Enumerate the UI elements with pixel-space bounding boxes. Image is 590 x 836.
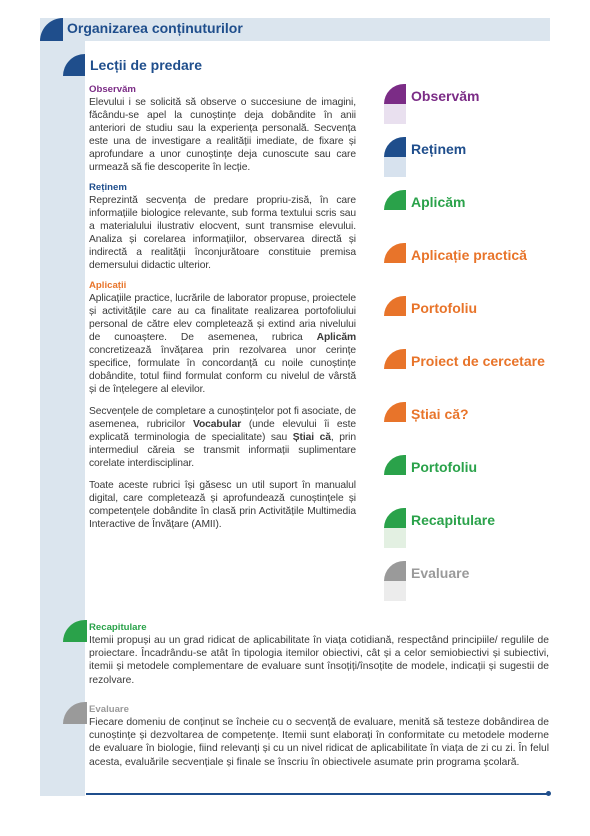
aplicatii-heading: Aplicații xyxy=(89,280,127,291)
rubric-label: Reținem xyxy=(411,141,467,157)
rubric-legend xyxy=(384,82,554,612)
retinem-heading: Reținem xyxy=(89,182,127,193)
bottom-rule xyxy=(86,793,550,795)
rubric-label: Portofoliu xyxy=(411,459,478,475)
rubric-marker-icon xyxy=(384,402,406,422)
rubric-marker-icon xyxy=(384,561,406,581)
rubric-retinem xyxy=(384,135,554,188)
aplicatii-paragraph-3: Toate aceste rubrici își găsesc un util suport în manualul digital, care completează și aprofundează cunoștințele și competențele dobândite în clasă prin Activitățile Multimedia Interactive de Învățare (AMII). xyxy=(89,480,356,530)
bottom-rule-dot xyxy=(546,791,551,796)
lesson-text-column xyxy=(89,84,356,534)
left-margin-band xyxy=(40,20,85,796)
section-title: Lecții de predare xyxy=(90,57,203,73)
rubric-label: Aplicație practică xyxy=(411,247,527,263)
recapitulare-block xyxy=(89,622,549,687)
rubric-marker-block xyxy=(384,157,406,177)
rubric-portofoliu-green xyxy=(384,453,554,506)
observam-heading: Observăm xyxy=(89,84,136,95)
rubric-aplicam xyxy=(384,188,554,241)
recapitulare-heading: Recapitulare xyxy=(89,622,147,633)
rubric-evaluare xyxy=(384,559,554,612)
rubric-label: Proiect de cercetare xyxy=(411,353,545,369)
evaluare-text: Fiecare domeniu de conținut se încheie cu o secvență de evaluare, menită să testeze dobândirea de cunoștințe și dezvoltarea de competențe. Itemii sunt elaborați în conformitate cu metodele moderne de evaluare în biologie, fiind relevanți și cu un nivel ridicat de aplicabilitate în viața de zi cu zi. În felul acesta, evaluările secvențiale și finale se înscriu în obiectivele asumate prin programa școlară. xyxy=(89,717,549,768)
rubric-marker-block xyxy=(384,104,406,124)
rubric-proiect-de-cercetare xyxy=(384,347,554,400)
rubric-marker-block xyxy=(384,581,406,601)
rubric-marker-block xyxy=(384,528,406,548)
rubric-label: Observăm xyxy=(411,88,480,104)
rubric-observam xyxy=(384,82,554,135)
rubric-marker-icon xyxy=(384,243,406,263)
rubric-marker-icon xyxy=(384,296,406,316)
rubric-label: Evaluare xyxy=(411,565,470,581)
rubric-label: Portofoliu xyxy=(411,300,478,316)
aplicatii-paragraph-2: Secvențele de completare a cunoștințelor pot fi asociate, de asemenea, rubricilor Vocabular (unde elevului îi este explicată terminologia de specialitate) sau Știai că, prin intermediul căreia se transmit informații suplimentare corelate interdisciplinar. xyxy=(89,406,356,469)
rubric-marker-icon xyxy=(384,349,406,369)
rubric-marker-icon xyxy=(384,137,406,157)
evaluare-heading: Evaluare xyxy=(89,704,130,715)
rubric-portofoliu-orange xyxy=(384,294,554,347)
rubric-recapitulare xyxy=(384,506,554,559)
rubric-marker-icon xyxy=(384,508,406,528)
rubric-label: Recapitulare xyxy=(411,512,496,528)
recapitulare-text: Itemii propuși au un grad ridicat de aplicabilitate în viața cotidiană, respectând principiile/ regulile de proiectare. Încadrându-se atât în tipologia itemilor obiectivi, cât și a celor semiobiectivi și subiectivi, itemii și metodele complementare de evaluare sunt însoțiți/însoțite de modele, indicații și sugestii de rezolvare. xyxy=(89,635,549,686)
rubric-stiai-ca xyxy=(384,400,554,453)
rubric-marker-icon xyxy=(384,190,406,210)
aplicatii-paragraph-1: Aplicațiile practice, lucrările de laborator propuse, proiectele și activitățile care au ca finalitate realizarea portofoliului personal de către elev completează și extind aria nivelului de cunoaștere. De asemenea, rubrica Aplicăm concretizează învățarea prin rezolvarea unor cerințe specifice, formulate în concordanță cu noile cunoștințe dobândite, totul fiind formulat conform cu nivelul de vârstă și de înțelegere al elevilor. xyxy=(89,293,356,395)
rubric-marker-icon xyxy=(384,84,406,104)
rubric-label: Aplicăm xyxy=(411,194,466,210)
retinem-paragraph: Reprezintă secvența de predare propriu-zisă, în care informațiile biologice relevante, sub forma textului scris sau a materialului ilustrativ elocvent, sunt transmise elevului. Analiza și corelarea informațiilor, observarea directă și indirectă a realității înconjurătoare constituie premisa demersului didactic ulterior. xyxy=(89,195,356,271)
rubric-aplicatie-practica xyxy=(384,241,554,294)
observam-paragraph: Elevului i se solicită să observe o succesiune de imagini, făcându-se apel la cunoștințe deja dobândite în anii anteriori de studiu sau la experiența personală. Secvența este una de investigare a realității imediate, de fixare și aprofundare a unor cunoștințe deja cunoscute sau care urmează să fie descoperite în lecție. xyxy=(89,97,356,173)
page-title: Organizarea conținuturilor xyxy=(67,20,243,36)
evaluare-block xyxy=(89,704,549,769)
rubric-marker-icon xyxy=(384,455,406,475)
rubric-label: Știai că? xyxy=(411,406,469,422)
